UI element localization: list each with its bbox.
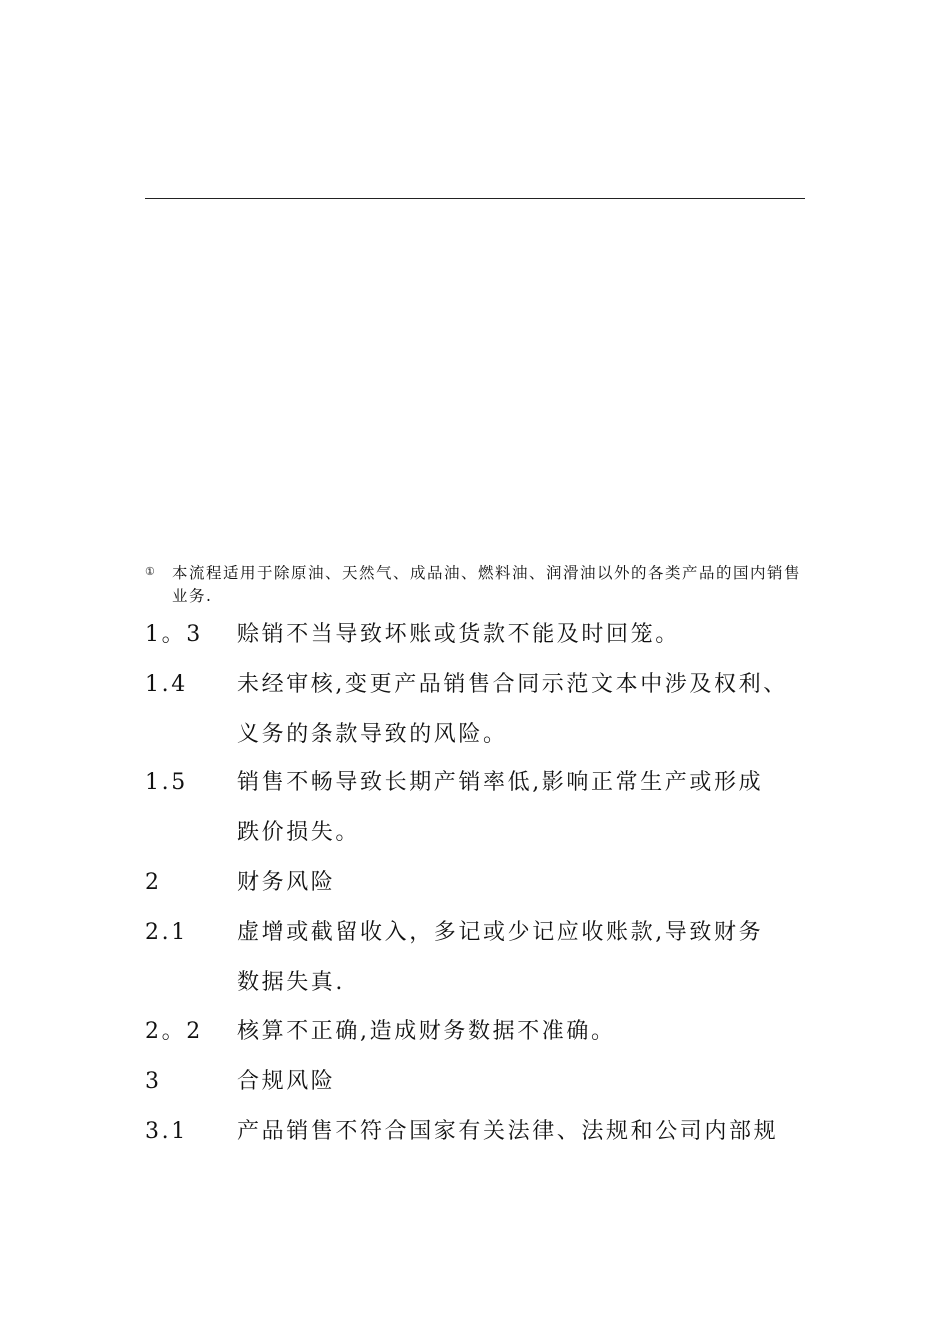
item-line: 数据失真. — [237, 970, 345, 995]
item-line: 产品销售不符合国家有关法律、法规和公司内部规 — [237, 1119, 779, 1144]
item-number: 3.1 — [145, 1119, 188, 1144]
item-number: 2.1 — [145, 920, 188, 945]
item-line: 赊销不当导致坏账或货款不能及时回笼。 — [237, 622, 680, 647]
header-rule — [145, 198, 805, 199]
item-number: 2。2 — [145, 1019, 203, 1044]
list-item-2-2 — [145, 1007, 825, 1057]
list-item-1-3 — [145, 610, 825, 660]
item-line: 义务的条款导致的风险。 — [237, 722, 508, 747]
list-item-1-5 — [145, 758, 825, 858]
footnote — [145, 562, 810, 608]
item-number: 1。3 — [145, 622, 203, 647]
item-line: 财务风险 — [237, 870, 336, 895]
list-item-3-1 — [145, 1107, 825, 1157]
list-item-2 — [145, 858, 825, 908]
list-item-3 — [145, 1057, 825, 1107]
item-number: 1.4 — [145, 672, 188, 697]
item-line: 销售不畅导致长期产销率低,影响正常生产或形成 — [237, 770, 764, 795]
item-number: 3 — [145, 1069, 162, 1094]
footnote-marker: ① — [145, 565, 157, 578]
item-number: 2 — [145, 870, 162, 895]
item-line: 虚增或截留收入，多记或少记应收账款,导致财务 — [237, 920, 764, 945]
item-number: 1.5 — [145, 770, 188, 795]
item-line: 未经审核,变更产品销售合同示范文本中涉及权利、 — [237, 672, 788, 697]
item-line: 合规风险 — [237, 1069, 336, 1094]
item-line: 核算不正确,造成财务数据不准确。 — [237, 1019, 616, 1044]
footnote-text: 本流程适用于除原油、天然气、成品油、燃料油、润滑油以外的各类产品的国内销售业务. — [172, 564, 802, 605]
list-item-2-1 — [145, 908, 825, 1008]
list-item-1-4 — [145, 660, 825, 760]
item-line: 跌价损失。 — [237, 820, 361, 845]
